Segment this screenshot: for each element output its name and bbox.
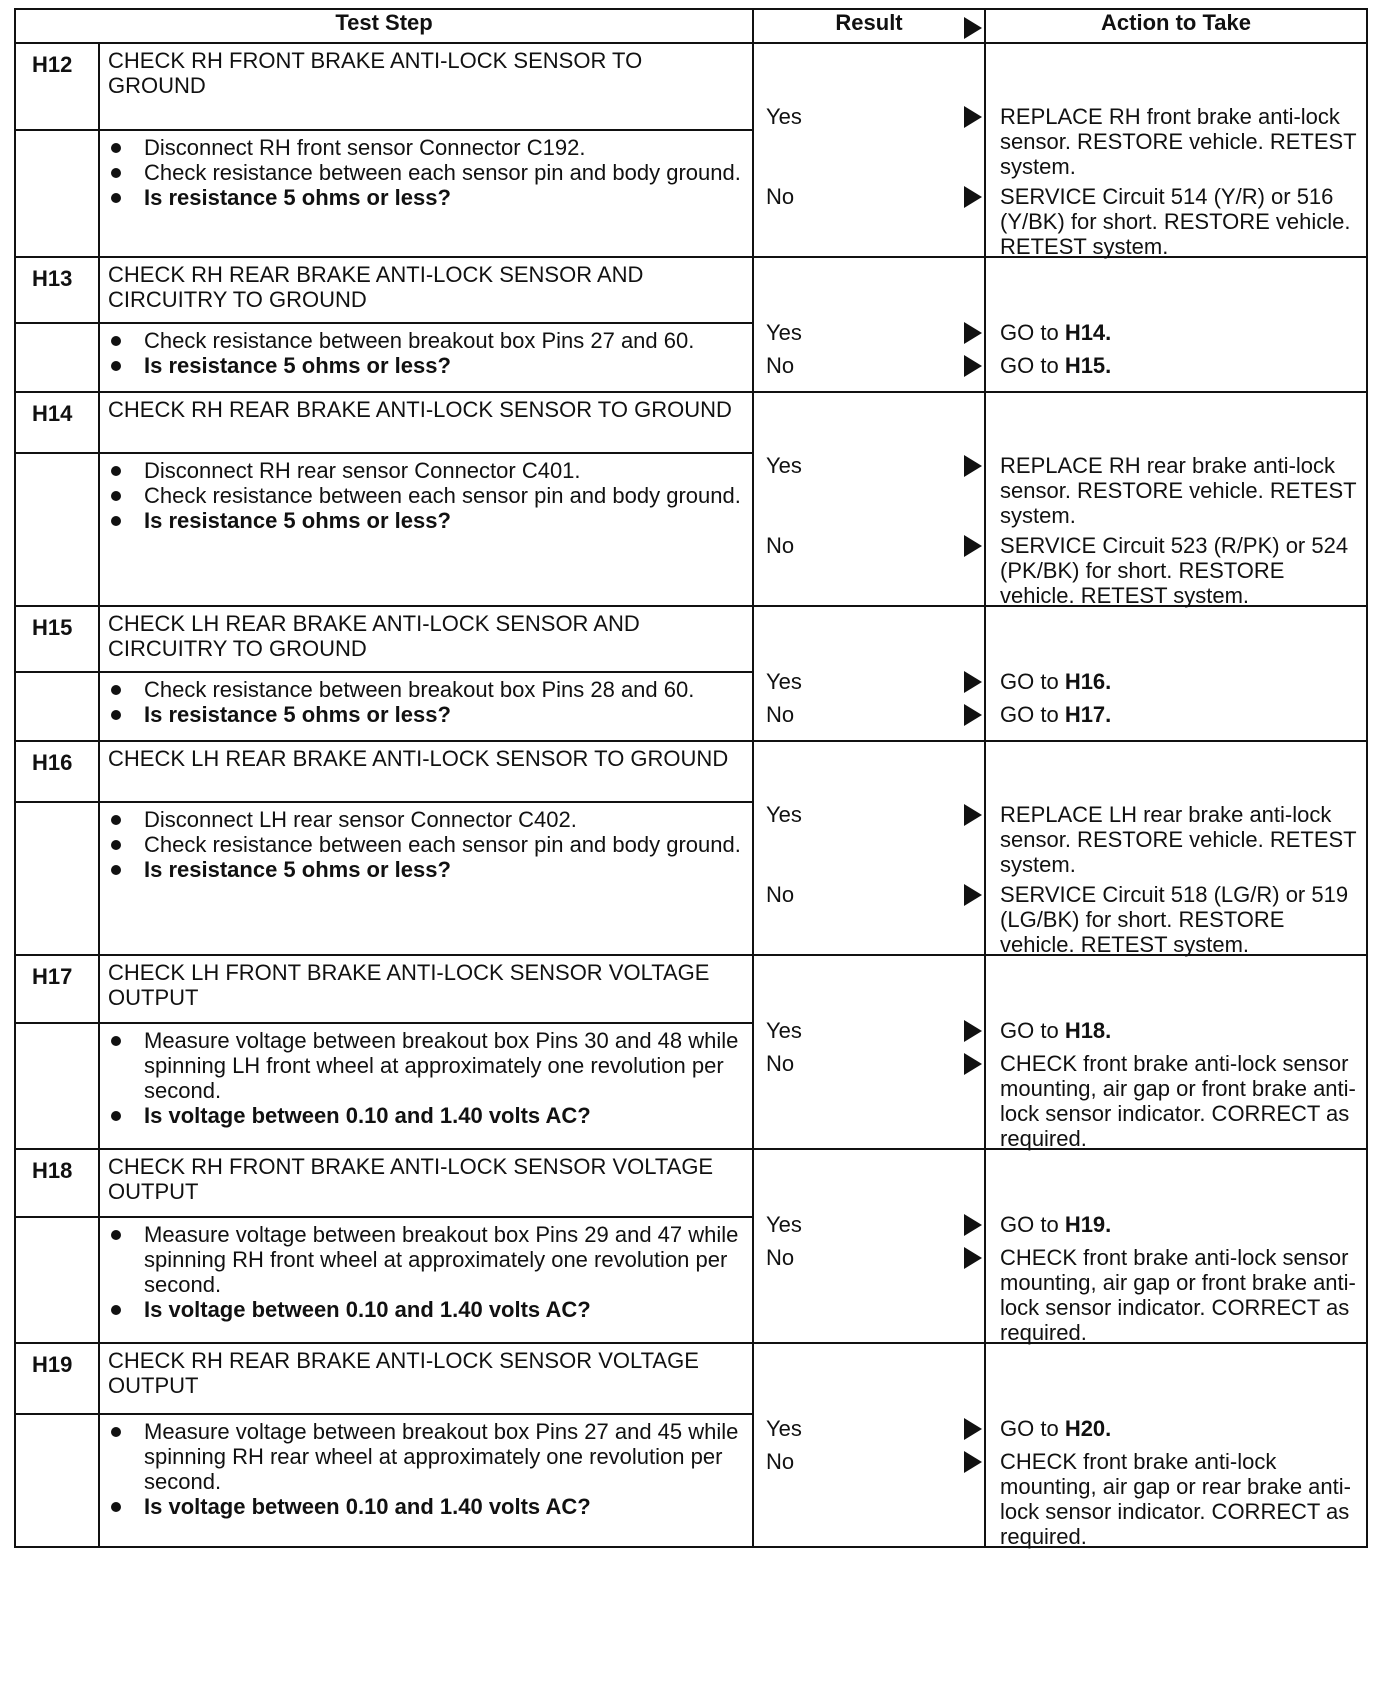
bullet-icon (111, 1305, 121, 1315)
arrow-right-icon (964, 884, 982, 906)
arrow-right-icon (964, 186, 982, 208)
step-reference: H20. (1064, 1416, 1112, 1441)
result-label: Yes (766, 1212, 802, 1237)
list-item: Check resistance between each sensor pin and body ground. (100, 483, 744, 508)
bullet-icon (111, 516, 121, 526)
result-no (766, 702, 982, 727)
bullet-icon (111, 1427, 121, 1437)
action-cell (985, 741, 1367, 955)
bullet-icon (111, 1230, 121, 1240)
list-item: Measure voltage between breakout box Pins 29 and 47 while spinning RH front wheel at approximately one revolution per second. (100, 1222, 744, 1297)
action-text: GO to H20. (1000, 1416, 1112, 1441)
bullet-icon (111, 840, 121, 850)
result-no (766, 533, 982, 558)
list-item-question: Is resistance 5 ohms or less? (100, 353, 744, 378)
action-text: REPLACE RH front brake anti-lock sensor. RESTORE vehicle. RETEST system. (1000, 104, 1357, 179)
step-id: H15 (15, 606, 99, 672)
step-title-row (15, 1149, 1367, 1217)
arrow-right-icon (964, 1053, 982, 1075)
step-reference: H17. (1064, 702, 1112, 727)
step-title: CHECK RH FRONT BRAKE ANTI-LOCK SENSOR TO GROUND (99, 43, 753, 130)
list-item-question: Is resistance 5 ohms or less? (100, 185, 744, 210)
action-text: REPLACE LH rear brake anti-lock sensor. RESTORE vehicle. RETEST system. (1000, 802, 1357, 877)
result-label: Yes (766, 320, 802, 345)
action-text: CHECK front brake anti-lock sensor mounting, air gap or front brake anti-lock sensor indicator. CORRECT as required. (1000, 1245, 1356, 1345)
result-cell (753, 257, 985, 392)
result-cell (753, 606, 985, 741)
result-no (766, 1245, 982, 1270)
result-header-label: Result (835, 10, 903, 35)
bullet-icon (111, 710, 121, 720)
arrow-right-icon (964, 535, 982, 557)
step-body (99, 672, 753, 741)
result-label: No (766, 184, 795, 209)
arrow-right-icon (964, 1451, 982, 1473)
step-title-row (15, 392, 1367, 453)
step-title-row (15, 606, 1367, 672)
list-item-question: Is resistance 5 ohms or less? (100, 508, 744, 533)
arrow-right-icon (964, 322, 982, 344)
step-title-row (15, 257, 1367, 323)
result-cell (753, 1149, 985, 1343)
bullet-icon (111, 815, 121, 825)
action-cell (985, 392, 1367, 606)
result-yes (766, 1018, 982, 1043)
result-no (766, 1449, 982, 1474)
arrow-right-icon (964, 106, 982, 128)
result-yes (766, 453, 982, 478)
step-id: H13 (15, 257, 99, 323)
result-no (766, 184, 982, 209)
result-cell (753, 741, 985, 955)
list-item: Measure voltage between breakout box Pins 30 and 48 while spinning LH front wheel at approximately one revolution per second. (100, 1028, 744, 1103)
result-no (766, 353, 982, 378)
result-cell (753, 392, 985, 606)
step-id: H18 (15, 1149, 99, 1217)
bullet-icon (111, 865, 121, 875)
step-id: H16 (15, 741, 99, 802)
step-title-row (15, 1343, 1367, 1414)
list-item-question: Is resistance 5 ohms or less? (100, 702, 744, 727)
step-title: CHECK LH REAR BRAKE ANTI-LOCK SENSOR AND CIRCUITRY TO GROUND (99, 606, 753, 672)
step-body (99, 323, 753, 392)
bullet-icon (111, 1502, 121, 1512)
step-id: H14 (15, 392, 99, 453)
arrow-right-icon (964, 1418, 982, 1440)
step-id: H12 (15, 43, 99, 130)
result-label: No (766, 353, 795, 378)
result-label: Yes (766, 104, 802, 129)
result-yes (766, 104, 982, 129)
result-label: No (766, 1449, 795, 1474)
result-no (766, 1051, 982, 1076)
result-header (753, 9, 985, 43)
arrow-right-icon (964, 704, 982, 726)
diagnostic-table (14, 8, 1368, 1548)
result-label: No (766, 533, 795, 558)
result-yes (766, 320, 982, 345)
arrow-right-icon (964, 355, 982, 377)
result-yes (766, 802, 982, 827)
bullet-icon (111, 1111, 121, 1121)
result-label: No (766, 1051, 795, 1076)
step-id: H17 (15, 955, 99, 1023)
action-cell (985, 606, 1367, 741)
result-label: Yes (766, 1416, 802, 1441)
arrow-right-icon (964, 1247, 982, 1269)
step-body (99, 1414, 753, 1547)
action-text: GO to H18. (1000, 1018, 1112, 1043)
step-body (99, 130, 753, 257)
action-text: SERVICE Circuit 523 (R/PK) or 524 (PK/BK) for short. RESTORE vehicle. RETEST system. (1000, 533, 1349, 608)
bullet-icon (111, 168, 121, 178)
step-title: CHECK RH REAR BRAKE ANTI-LOCK SENSOR AND CIRCUITRY TO GROUND (99, 257, 753, 323)
result-label: No (766, 702, 795, 727)
step-body (99, 802, 753, 955)
arrow-right-icon (964, 17, 982, 39)
list-item-question: Is voltage between 0.10 and 1.40 volts AC? (100, 1494, 744, 1519)
action-text: REPLACE RH rear brake anti-lock sensor. RESTORE vehicle. RETEST system. (1000, 453, 1357, 528)
step-title-row (15, 43, 1367, 130)
bullet-icon (111, 143, 121, 153)
action-text: GO to H14. (1000, 320, 1112, 345)
list-item: Disconnect RH front sensor Connector C192. (100, 135, 744, 160)
step-title-row (15, 741, 1367, 802)
list-item: Check resistance between breakout box Pins 28 and 60. (100, 677, 744, 702)
list-item: Check resistance between each sensor pin and body ground. (100, 832, 744, 857)
arrow-right-icon (964, 671, 982, 693)
step-body (99, 453, 753, 606)
step-title: CHECK RH REAR BRAKE ANTI-LOCK SENSOR TO GROUND (99, 392, 753, 453)
result-cell (753, 1343, 985, 1547)
action-cell (985, 1149, 1367, 1343)
action-cell (985, 955, 1367, 1149)
result-no (766, 882, 982, 907)
step-title: CHECK LH REAR BRAKE ANTI-LOCK SENSOR TO GROUND (99, 741, 753, 802)
action-text: CHECK front brake anti-lock mounting, air gap or rear brake anti-lock sensor indicator. CORRECT as required. (1000, 1449, 1351, 1549)
step-reference: H15. (1064, 353, 1112, 378)
arrow-right-icon (964, 455, 982, 477)
list-item-question: Is voltage between 0.10 and 1.40 volts AC? (100, 1103, 744, 1128)
action-text: GO to H17. (1000, 702, 1112, 727)
result-cell (753, 955, 985, 1149)
result-label: No (766, 1245, 795, 1270)
list-item-question: Is resistance 5 ohms or less? (100, 857, 744, 882)
bullet-icon (111, 193, 121, 203)
step-id: H19 (15, 1343, 99, 1414)
action-text: SERVICE Circuit 518 (LG/R) or 519 (LG/BK) for short. RESTORE vehicle. RETEST system. (1000, 882, 1349, 957)
step-body (99, 1217, 753, 1343)
step-title: CHECK RH REAR BRAKE ANTI-LOCK SENSOR VOLTAGE OUTPUT (99, 1343, 753, 1414)
list-item: Check resistance between each sensor pin and body ground. (100, 160, 744, 185)
action-text: CHECK front brake anti-lock sensor mounting, air gap or front brake anti-lock sensor indicator. CORRECT as required. (1000, 1051, 1356, 1151)
result-label: Yes (766, 669, 802, 694)
action-cell (985, 257, 1367, 392)
step-reference: H18. (1064, 1018, 1112, 1043)
bullet-icon (111, 361, 121, 371)
table-header-row (15, 9, 1367, 43)
action-header: Action to Take (985, 9, 1367, 43)
diagnostic-sheet (14, 8, 1366, 1548)
list-item: Check resistance between breakout box Pins 27 and 60. (100, 328, 744, 353)
result-label: Yes (766, 1018, 802, 1043)
step-title-row (15, 955, 1367, 1023)
bullet-icon (111, 1036, 121, 1046)
result-label: Yes (766, 802, 802, 827)
step-title: CHECK LH FRONT BRAKE ANTI-LOCK SENSOR VOLTAGE OUTPUT (99, 955, 753, 1023)
step-reference: H16. (1064, 669, 1112, 694)
action-text: GO to H16. (1000, 669, 1112, 694)
action-text: GO to H15. (1000, 353, 1112, 378)
action-cell (985, 1343, 1367, 1547)
list-item-question: Is voltage between 0.10 and 1.40 volts AC? (100, 1297, 744, 1322)
action-text: SERVICE Circuit 514 (Y/R) or 516 (Y/BK) for short. RESTORE vehicle. RETEST system. (1000, 184, 1351, 259)
bullet-icon (111, 491, 121, 501)
bullet-icon (111, 685, 121, 695)
list-item: Disconnect RH rear sensor Connector C401. (100, 458, 744, 483)
action-cell (985, 43, 1367, 257)
step-reference: H19. (1064, 1212, 1112, 1237)
step-title: CHECK RH FRONT BRAKE ANTI-LOCK SENSOR VOLTAGE OUTPUT (99, 1149, 753, 1217)
result-label: No (766, 882, 795, 907)
result-yes (766, 1416, 982, 1441)
step-body (99, 1023, 753, 1149)
step-reference: H14. (1064, 320, 1112, 345)
bullet-icon (111, 336, 121, 346)
list-item: Disconnect LH rear sensor Connector C402. (100, 807, 744, 832)
bullet-icon (111, 466, 121, 476)
arrow-right-icon (964, 804, 982, 826)
result-cell (753, 43, 985, 257)
result-yes (766, 669, 982, 694)
test-step-header: Test Step (15, 9, 753, 43)
list-item: Measure voltage between breakout box Pins 27 and 45 while spinning RH rear wheel at approximately one revolution per second. (100, 1419, 744, 1494)
arrow-right-icon (964, 1020, 982, 1042)
result-label: Yes (766, 453, 802, 478)
result-yes (766, 1212, 982, 1237)
arrow-right-icon (964, 1214, 982, 1236)
action-text: GO to H19. (1000, 1212, 1112, 1237)
